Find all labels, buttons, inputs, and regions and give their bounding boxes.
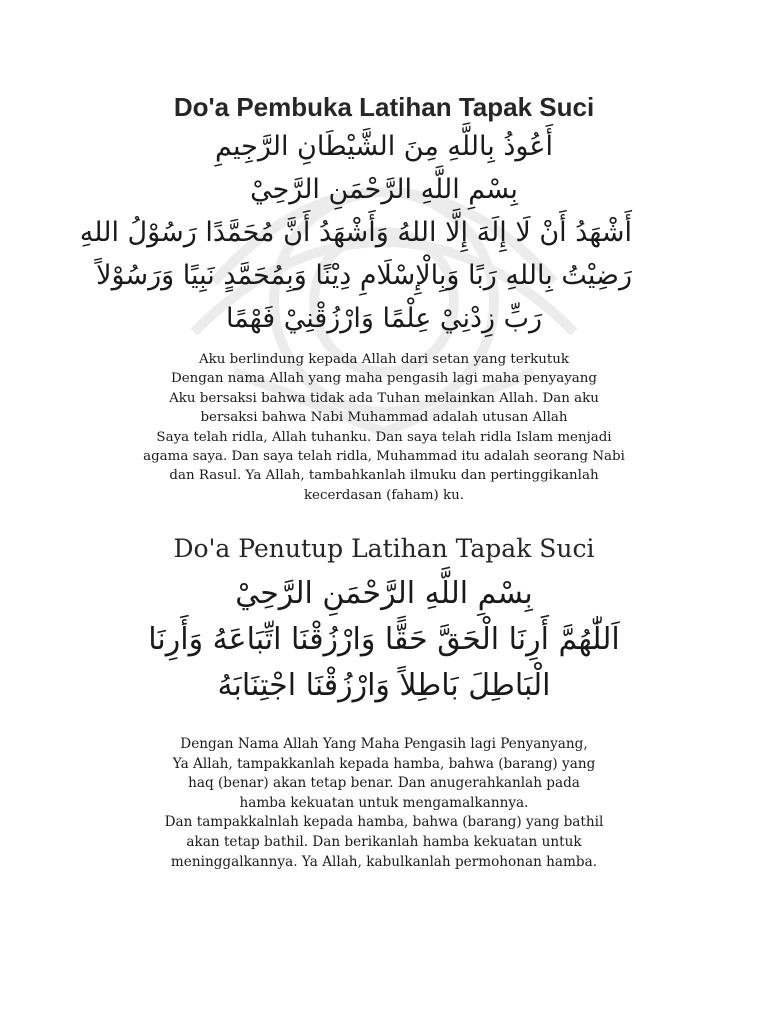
- translation-line: Ya Allah, tampakkanlah kepada hamba, bahwa (barang) yang: [172, 755, 596, 772]
- arabic-line: اَللّٰهُمَّ أَرِنَا الْحَقَّ حَقًّا وَارْزُقْنَا اتِّبَاعَهُ وَأَرِنَا: [148, 622, 620, 657]
- translation-line: hamba kekuatan untuk mengamalkannya.: [239, 794, 529, 811]
- arabic-line: أَشْهَدُ أَنْ لَا إِلَهَ إِلَّا اللهُ وَأَشْهَدُ أَنَّ مُحَمَّدًا رَسُوْلُ اللهِ: [79, 217, 632, 248]
- opening-title: Do'a Pembuka Latihan Tapak Suci: [173, 92, 595, 122]
- closing-prayer-card: [136, 522, 632, 894]
- translation-line: Aku bersaksi bahwa tidak ada Tuhan melainkan Allah. Dan aku: [169, 390, 599, 406]
- opening-translation: [136, 350, 632, 505]
- closing-translation: [136, 735, 632, 872]
- arabic-line: رَضِيْتُ بِاللهِ رَبًا وَبِالْإِسْلَامِ دِيْنًا وَبِمُحَمَّدٍ نَبِيًا وَرَسُوْلاً: [96, 260, 632, 291]
- translation-line: agama saya. Dan saya telah ridla, Muhammad itu adalah seorang Nabi: [143, 449, 625, 465]
- translation-line: meninggalkannya. Ya Allah, kabulkanlah permohonan hamba.: [170, 853, 598, 870]
- translation-line: bersaksi bahwa Nabi Muhammad adalah utusan Allah: [200, 410, 568, 426]
- arabic-line: بِسْمِ اللَّهِ الرَّحْمَنِ الرَّحِيْ: [250, 174, 518, 205]
- translation-line: Dengan Nama Allah Yang Maha Pengasih lagi Penyanyang,: [180, 736, 588, 752]
- closing-title: Do'a Penutup Latihan Tapak Suci: [173, 534, 595, 563]
- translation-line: Saya telah ridla, Allah tuhanku. Dan saya telah ridla Islam menjadi: [156, 429, 612, 445]
- translation-line: Dengan nama Allah yang maha pengasih lagi maha penyayang: [171, 371, 597, 387]
- arabic-line: بِسْمِ اللَّهِ الرَّحْمَنِ الرَّحِيْ: [235, 576, 533, 611]
- translation-line: dan Rasul. Ya Allah, tambahkanlah ilmuku dan pertinggikanlah: [169, 468, 599, 484]
- translation-line: haq (benar) akan tetap benar. Dan anugerahkanlah pada: [188, 775, 580, 792]
- opening-arabic-text: [79, 125, 632, 340]
- arabic-line: الْبَاطِلَ بَاطِلاً وَارْزُقْنَا اجْتِنَابَهُ: [217, 668, 551, 703]
- arabic-line: أَعُوذُ بِاللَّهِ مِنَ الشَّيْطَانِ الرَّجِيمِ: [215, 131, 553, 162]
- translation-line: akan tetap bathil. Dan berikanlah hamba kekuatan untuk: [186, 833, 582, 850]
- opening-prayer-card: [79, 84, 632, 520]
- translation-line: kecerdasan (faham) ku.: [303, 487, 465, 503]
- translation-line: Dan tampakkalnlah kepada hamba, bahwa (barang) yang bathil: [164, 814, 604, 831]
- translation-line: Aku berlindung kepada Allah dari setan yang terkutuk: [198, 352, 569, 367]
- closing-arabic-text: [136, 571, 632, 709]
- arabic-line: رَبِّ زِدْنِيْ عِلْمًا وَارْزُقْنِيْ فَهْمًا: [225, 303, 543, 334]
